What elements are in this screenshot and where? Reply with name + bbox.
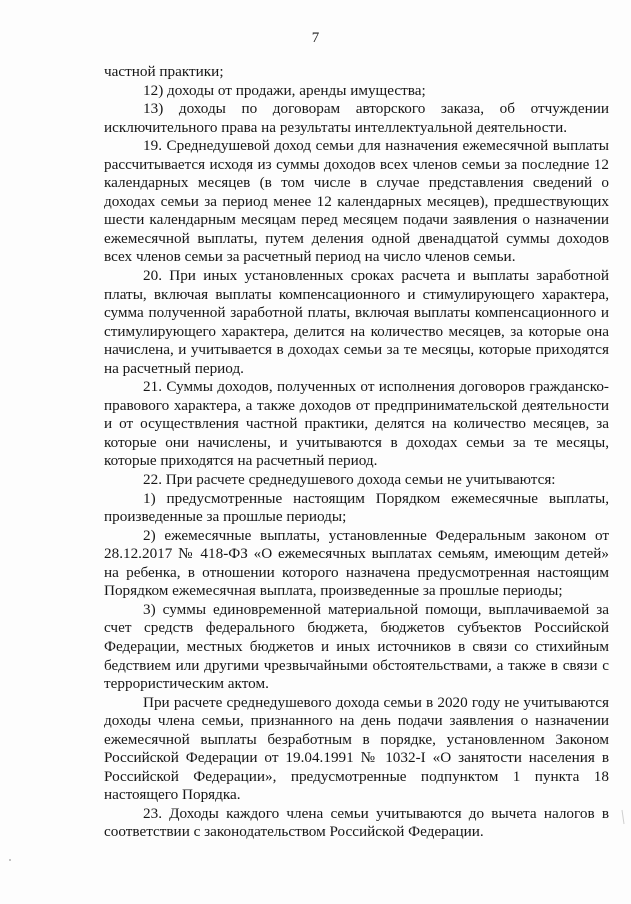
clause-22: 22. При расчете среднедушевого дохода семьи не учитываются: [143, 471, 556, 489]
clause-22-item-2: 2) ежемесячные выплаты, установленные Федеральным законом от 28.12.2017 № 418-ФЗ «О ежемесячных выплатах семьям, имеющим детей» на ребенка, в отношении которого назначена предусмотренная настоящим Порядком ежемесячная выплата, произведенные за прошлые периоды; [104, 526, 609, 600]
document-body [104, 63, 609, 842]
clause-21: 21. Суммы доходов, полученных от исполнения договоров гражданско-правового характера, а также доходов от предпринимательской деятельности и от осуществления частной практики, делятся на количество месяцев, за которые они начислены, и учитываются в доходах семьи за те месяцы, которые приходятся на расчетный период. [104, 378, 609, 470]
clause-20: 20. При иных установленных сроках расчета и выплаты заработной платы, включая выплаты компенсационного и стимулирующего характера, сумма полученной заработной платы, включая выплаты компенсационного и стимулирующего характера, делится на количество месяцев, за которые она начислена, и учитывается в доходах семьи за те месяцы, которые приходятся на расчетный период. [104, 267, 609, 377]
paragraph-continuation: частной практики; [104, 63, 224, 80]
clause-22-item-1: 1) предусмотренные настоящим Порядком ежемесячные выплаты, произведенные за прошлые периоды; [104, 489, 609, 526]
clause-19: 19. Среднедушевой доход семьи для назначения ежемесячной выплаты рассчитывается исходя из суммы доходов всех членов семьи за последние 12 календарных месяцев (в том числе в случае представления сведений о доходах семьи за период менее 12 календарных месяцев), предшествующих шести календарным месяцам перед месяцем подачи заявления о назначении ежемесячной выплаты, путем деления одной двенадцатой суммы доходов всех членов семьи за расчетный период на число членов семьи. [104, 137, 609, 266]
clause-22-item-3: 3) суммы единовременной материальной помощи, выплачиваемой за счет средств федерального бюджета, бюджетов субъектов Российской Федерации, местных бюджетов и иных источников в связи со стихийным бедствием или другими чрезвычайными обстоятельствами, а также в связи с террористическим актом. [104, 600, 609, 693]
page-number: 7 [311, 30, 320, 46]
clause-23: 23. Доходы каждого члена семьи учитываются до вычета налогов в соответствии с законодательством Российской Федерации. [104, 804, 609, 841]
list-item-12: 12) доходы от продажи, аренды имущества; [143, 81, 426, 99]
clause-22-note: При расчете среднедушевого дохода семьи в 2020 году не учитываются доходы члена семьи, признанного на день подачи заявления о назначении ежемесячной выплаты безработным в порядке, установленном Законом Российской Федерации от 19.04.1991 № 1032-I «О занятости населения в Российской Федерации», предусмотренные подпунктом 1 пункта 18 настоящего Порядка. [104, 693, 609, 804]
list-item-13: 13) доходы по договорам авторского заказа, об отчуждении исключительного права на результаты интеллектуальной деятельности. [104, 100, 609, 136]
